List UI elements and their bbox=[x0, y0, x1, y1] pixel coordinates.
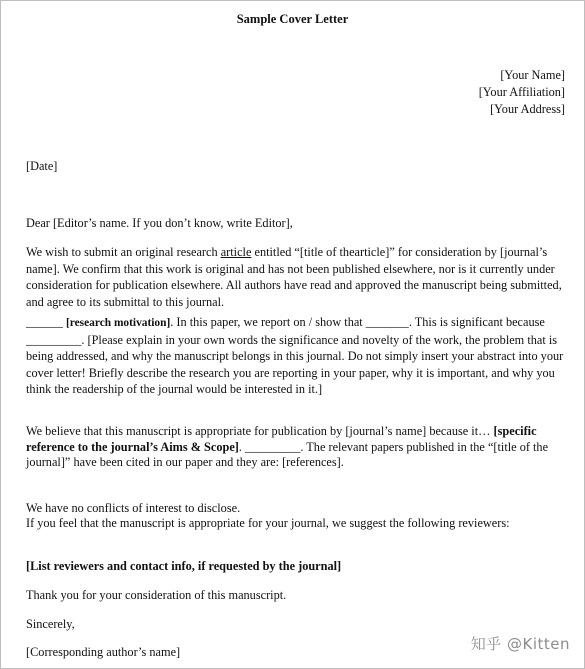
address-affiliation: [Your Affiliation] bbox=[478, 85, 565, 99]
address-street: [Your Address] bbox=[490, 102, 565, 116]
watermark: 知乎 @Kitten bbox=[470, 635, 570, 653]
date-line: [Date] bbox=[26, 159, 58, 173]
paragraph-motivation bbox=[26, 314, 576, 398]
article-link[interactable]: article bbox=[220, 245, 252, 259]
paragraph-submission-text-end: entitled “[title of thearticle]” for consideration by [journal’s name]. We confirm that this work is original and has not been published elsewhere, nor is it currently under consideration for publication elsewhere. All authors have read and approved the manuscript being submitted, and agree to its submittal to this journal. bbox=[26, 245, 562, 309]
paragraph-appropriateness-text-start: We believe that this manuscript is appropriate for publication by [journal’s name] because it… bbox=[26, 424, 494, 438]
paragraph-submission-text-start: We wish to submit an original research bbox=[26, 245, 221, 259]
page-title: Sample Cover Letter bbox=[236, 12, 349, 26]
aims-scope-reference: [specific reference to the journal’s Aims & Scope] bbox=[26, 424, 537, 454]
reviewers-list: [List reviewers and contact info, if requested by the journal] bbox=[26, 559, 342, 573]
motivation-blank: ______ bbox=[26, 315, 63, 329]
signature-line: [Corresponding author’s name] bbox=[26, 645, 181, 659]
conflicts-statement: We have no conflicts of interest to disclose. bbox=[26, 501, 241, 515]
reviewers-intro: If you feel that the manuscript is appropriate for your journal, we suggest the following reviewers: bbox=[26, 516, 510, 530]
paragraph-appropriateness-text-end: . _________. The relevant papers published in the “[title of the journal]” have been cited in our paper and they are: [references]. bbox=[26, 439, 549, 470]
salutation: Dear [Editor’s name. If you don’t know, write Editor], bbox=[26, 216, 293, 230]
thanks-line: Thank you for your consideration of this manuscript. bbox=[26, 588, 287, 602]
paragraph-motivation-text: . In this paper, we report on / show that _______. This is significant because _________. [Please explain in your own words the significance and novelty of the work, the problem that is being addressed, and why the manuscript belongs in this journal. Do not simply insert your abstract into your cover letter! Briefly describe the research you are reporting in your paper, why it is important, and why you think the readership of the journal would be interested in it.] bbox=[26, 315, 564, 397]
closing-line: Sincerely, bbox=[26, 617, 75, 631]
paragraph-submission bbox=[26, 244, 576, 310]
address-name: [Your Name] bbox=[500, 68, 565, 82]
paragraph-appropriateness bbox=[26, 424, 576, 471]
research-motivation-label: [research motivation] bbox=[65, 317, 171, 329]
